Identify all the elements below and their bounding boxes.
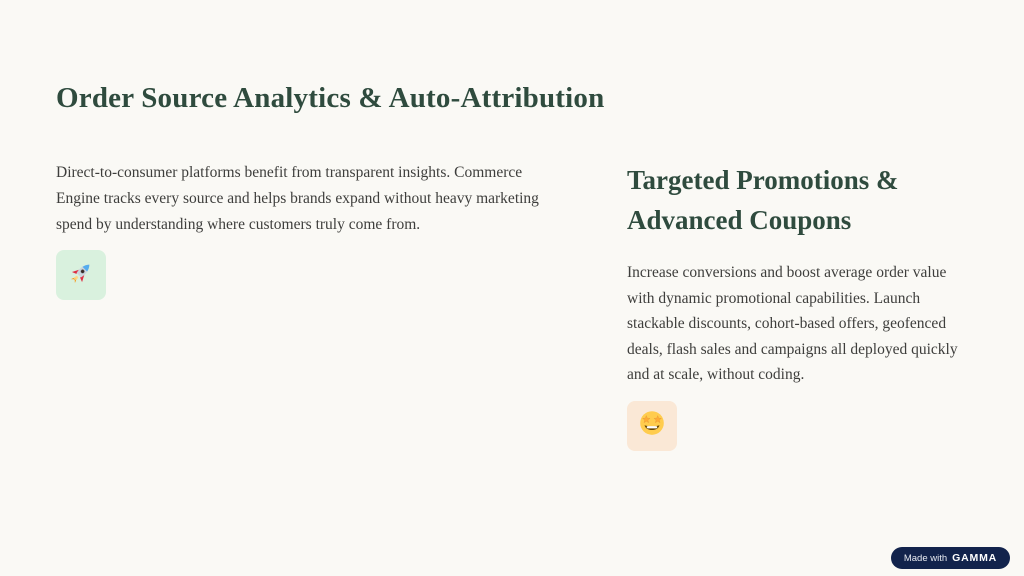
gamma-logo-wordmark: GAMMA [952,552,997,564]
rocket-emoji-card [56,250,106,300]
badge-prefix-text: Made with [903,552,948,564]
rocket-emoji-icon [67,259,95,292]
right-column [627,160,979,451]
star-struck-emoji-card [627,401,677,451]
left-column [56,160,566,300]
section-heading: Targeted Promotions & Advanced Coupons [627,165,899,235]
page-title: Order Source Analytics & Auto-Attribution [56,82,605,114]
left-paragraph: Direct-to-consumer platforms benefit from transparent insights. Commerce Engine tracks every source and helps brands expand without heavy marketing spend by understanding where customers truly come from. [56,164,539,233]
made-with-gamma-badge[interactable] [891,547,1010,569]
right-paragraph: Increase conversions and boost average order value with dynamic promotional capabilities. Launch stackable discounts, cohort-based offers, geofenced deals, flash sales and campaigns all deployed quickly and at scale, without coding. [627,264,958,383]
star-struck-emoji-icon [638,409,666,442]
